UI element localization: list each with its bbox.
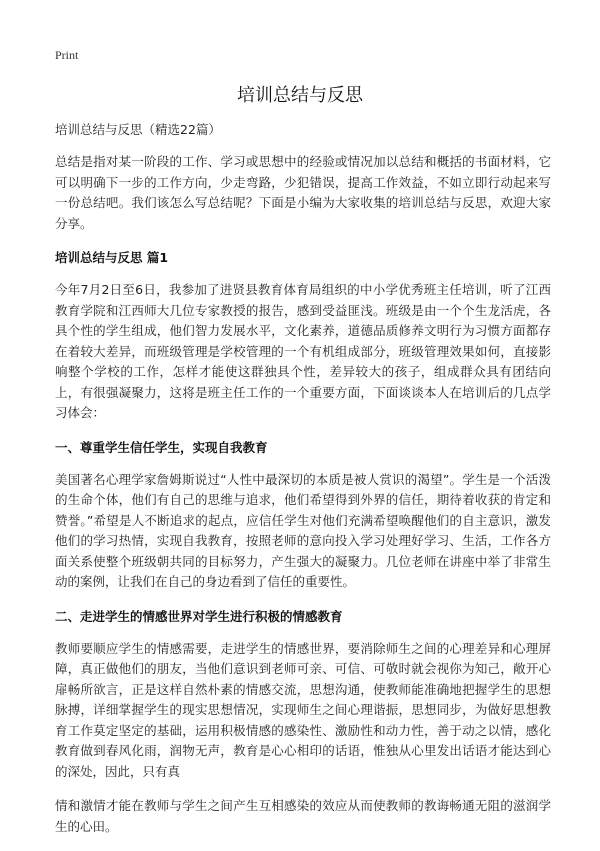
- section1-paragraph: 今年7月2日至6日，我参加了进贤县教育体育局组织的中小学优秀班主任培训，听了江西教育学院和江西师大几位专家教授的报告，感到受益匪浅。班级是由一个个生龙活虎，各具个性的学生组成，他们智力发展水平，文化素养，道德品质修养文明行为习惯方面都存在着较大差异，而班级管理是学校管理的一个有机组成部分，班级管理效果如何，直接影响整个学校的工作，怎样才能使这群独具个性，差异较大的孩子，组成群众具有团结向上，有很强凝聚力，这将是班主任工作的一个重要方面，下面谈谈本人在培训后的几点学习体会：: [55, 282, 551, 420]
- heading-emotional-education: 二、走进学生的情感世界对学生进行积极的情感教育: [55, 608, 343, 624]
- emotional-education-paragraph-2: 情和激情才能在教师与学生之间产生互相感染的效应从而使教师的教诲畅通无阻的滋润学生的心田。: [55, 798, 551, 834]
- intro-paragraph: 总结是指对某一阶段的工作、学习或思想中的经验或情况加以总结和概括的书面材料，它可以明确下一步的工作方向，少走弯路，少犯错误，提高工作效益，不如立即行动起来写一份总结吧。我们该怎么写总结呢？下面是小编为大家收集的培训总结与反思，欢迎大家分享。: [55, 154, 551, 231]
- article-body: [55, 120, 551, 851]
- article-subtitle: 培训总结与反思（精选22篇）: [55, 122, 221, 137]
- print-link[interactable]: Print: [55, 48, 79, 62]
- heading-respect-trust: 一、尊重学生信任学生，实现自我教育: [55, 439, 268, 455]
- emotional-education-paragraph-1: 教师要顺应学生的情感需要，走进学生的情感世界，要消除师生之间的心理差异和心理屏障，真正做他们的朋友，当他们意识到老师可亲、可信、可敬时就会视你为知己，敞开心扉畅所欲言，正是这样自然朴素的情感交流，思想沟通，使教师能准确地把握学生的思想脉搏，详细掌握学生的现实思想情况，实现师生之间心理谐振，思想同步，为做好思想教育工作莫定坚定的基础，运用积极情感的感染性、激励性和动力性，善于动之以情，感化教育做到春风化雨，润物无声，教育是心心相印的话语，惟独从心里发出话语才能达到心的深处，因此，只有真: [55, 640, 551, 779]
- respect-trust-paragraph: 美国著名心理学家詹姆斯说过“人性中最深切的本质是被人赏识的渴望”。学生是一个活泼的生命个体，他们有自己的思维与追求，他们希望得到外界的信任，期待着收获的肯定和赞誉。”希望是人不断追求的起点，应信任学生对他们充满希望唤醒他们的自主意识，激发他们的学习热情，实现自我教育，按照老师的意向投入学习处理好学习、生活，工作各方面关系使整个班级朝共同的目标努力，产生强大的凝聚力。几位老师在讲座中举了非常生动的案例，让我们在自己的身边看到了信任的重要性。: [55, 471, 551, 589]
- page-title: 培训总结与反思: [237, 85, 363, 106]
- section-title-1: 培训总结与反思 篇1: [55, 250, 169, 265]
